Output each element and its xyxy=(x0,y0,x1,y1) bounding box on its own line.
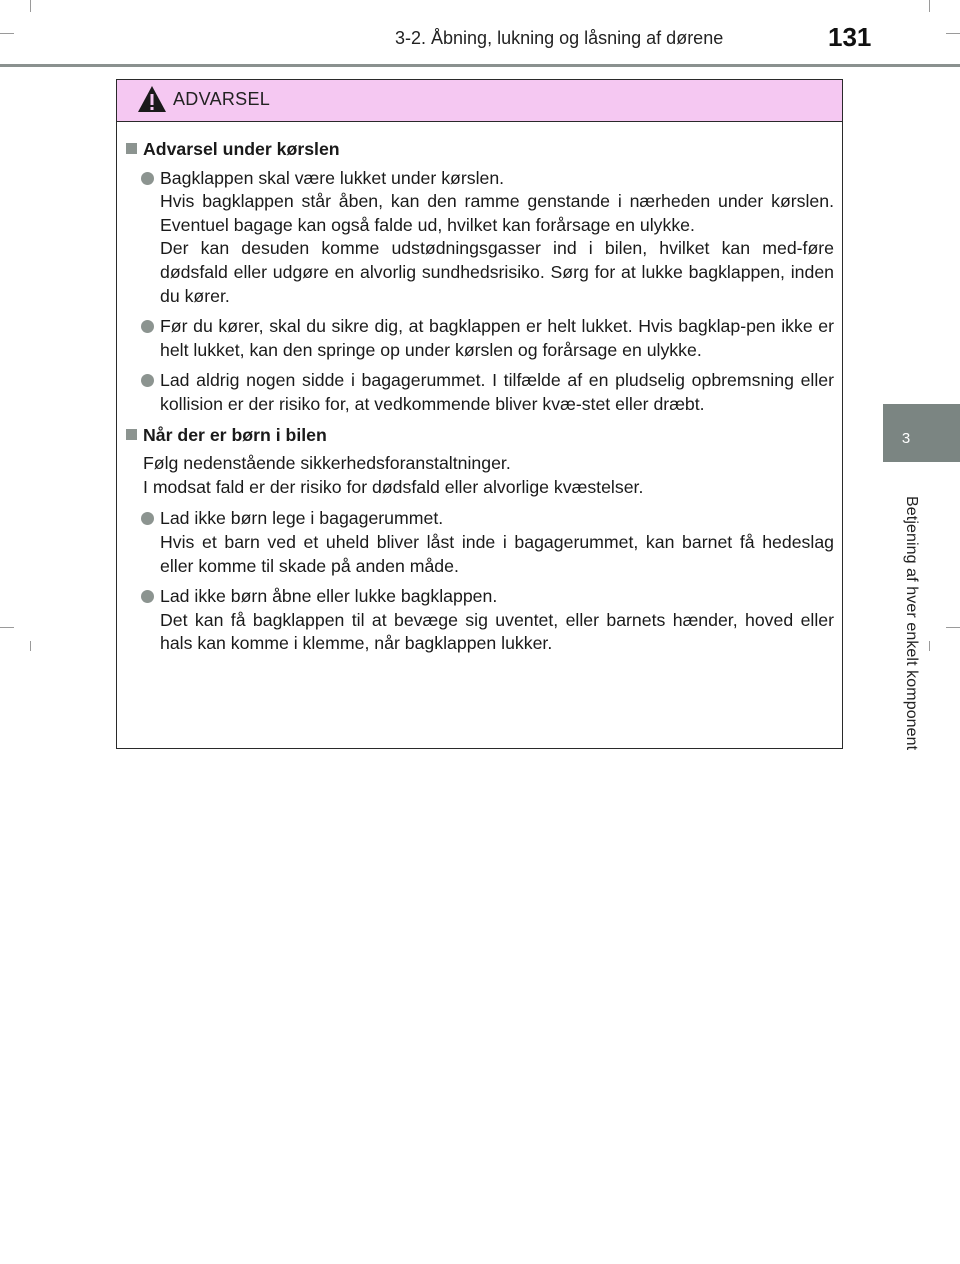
crop-mark xyxy=(929,641,930,651)
side-tab-label: Betjening af hver enkelt komponent xyxy=(903,496,920,751)
bullet-dot-icon xyxy=(141,512,154,525)
warning-header xyxy=(117,80,842,122)
item-paragraph: Lad aldrig nogen sidde i bagagerummet. I tilfælde af en pludselig opbremsning eller kollision er der risiko for, at vedkommende bliver kvæ-stet eller dræbt. xyxy=(160,370,834,414)
bullet-dot-icon xyxy=(141,172,154,185)
bullet-item xyxy=(123,369,834,416)
item-paragraph: Bagklappen skal være lukket under kørslen. xyxy=(160,167,505,188)
crop-mark xyxy=(0,627,14,628)
warning-triangle-icon xyxy=(137,85,167,118)
item-paragraph: Der kan desuden komme udstødningsgasser ind i bilen, hvilket kan med-føre dødsfald eller udgøre en alvorlig sundhedsrisiko. Sørg for at lukke bagklappen, inden du kører. xyxy=(160,238,834,306)
crop-mark xyxy=(929,0,930,12)
bullet-item xyxy=(123,315,834,362)
section-intro xyxy=(123,452,834,499)
bullet-dot-icon xyxy=(141,320,154,333)
item-paragraph: Før du kører, skal du sikre dig, at bagklappen er helt lukket. Hvis bagklap-pen ikke er helt lukket, kan den springe op under kørslen og forårsage en ulykke. xyxy=(160,316,834,360)
bullet-item xyxy=(123,167,834,309)
item-paragraph: Lad ikke børn lege i bagagerummet. xyxy=(160,508,444,529)
warning-box xyxy=(116,79,843,749)
section-heading: Når der er børn i bilen xyxy=(123,424,834,448)
side-tab-number: 3 xyxy=(901,430,911,447)
bullet-item xyxy=(123,507,834,578)
crop-mark xyxy=(30,641,31,651)
warning-title: ADVARSEL xyxy=(173,89,271,109)
item-paragraph: Hvis bagklappen står åben, kan den ramme genstande i nærheden under kørslen. Eventuel bagage kan også falde ud, hvilket kan forårsage en ulykke. xyxy=(160,191,834,235)
header-rule xyxy=(0,64,960,67)
intro-paragraph: I modsat fald er der risiko for dødsfald eller alvorlige kvæstelser. xyxy=(143,476,644,497)
bullet-dot-icon xyxy=(141,590,154,603)
crop-mark xyxy=(30,0,31,12)
bullet-dot-icon xyxy=(141,374,154,387)
page-number: 131 xyxy=(828,22,872,52)
section-heading: Advarsel under kørslen xyxy=(123,138,834,162)
crop-mark xyxy=(0,33,14,34)
item-paragraph: Det kan få bagklappen til at bevæge sig uventet, eller barnets hænder, hoved eller hals kan komme i klemme, når bagklappen lukker. xyxy=(160,609,834,654)
chapter-title: 3-2. Åbning, lukning og låsning af dørene xyxy=(395,28,724,48)
bullet-item xyxy=(123,585,834,656)
item-paragraph: Hvis et barn ved et uheld bliver låst inde i bagagerummet, kan barnet få hedeslag eller komme til skade på anden måde. xyxy=(160,531,834,576)
intro-paragraph: Følg nedenstående sikkerhedsforanstaltninger. xyxy=(143,453,511,474)
warning-body xyxy=(117,122,842,656)
crop-mark xyxy=(946,627,960,628)
crop-mark xyxy=(946,33,960,34)
item-paragraph: Lad ikke børn åbne eller lukke bagklappen. xyxy=(160,586,498,607)
